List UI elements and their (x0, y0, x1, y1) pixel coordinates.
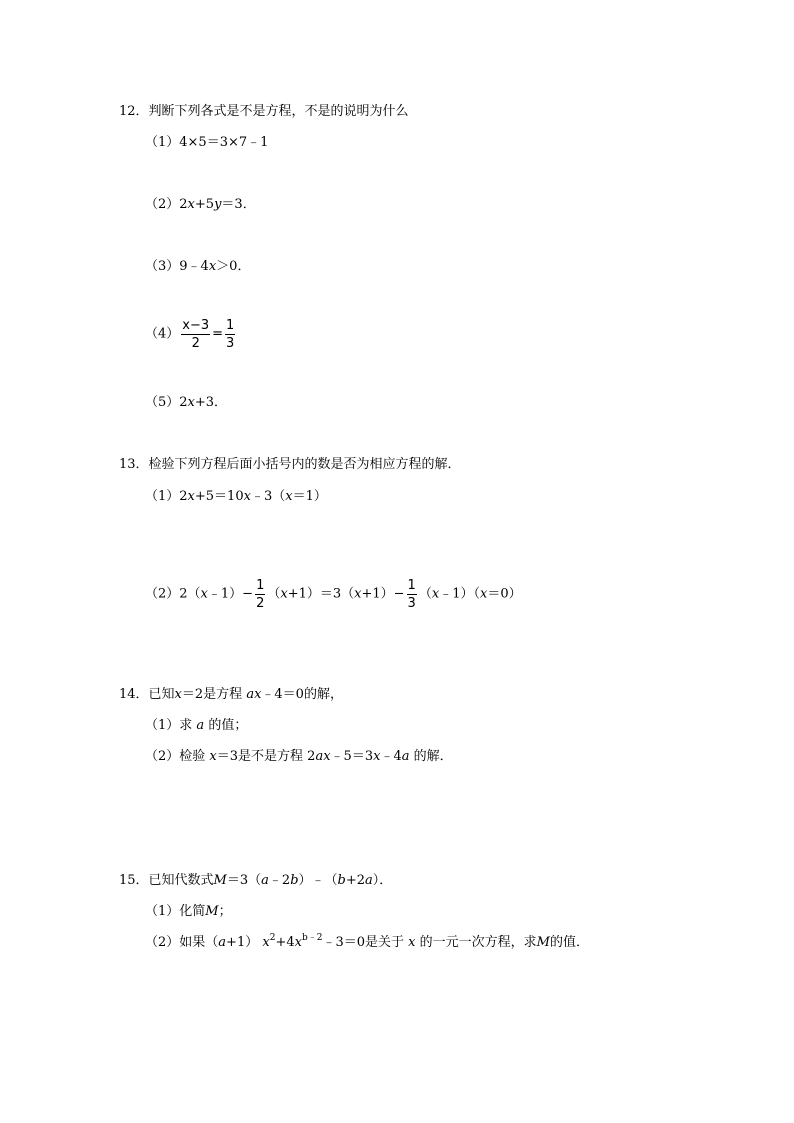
question-13-part-1: （1）2x+5＝10x﹣3（x＝1） (145, 489, 327, 504)
question-12-part-3: （3）9﹣4x＞0． (145, 259, 251, 274)
question-15-part-2: （2）如果（a+1） $x^2+4x^{b﹣2}﹣3=0$是关于 x 的一元一次方程，求M的值． (145, 933, 589, 950)
question-13-part-2: （2）2（x﹣1）− $\frac{1}{2}$ （x+1）＝3（x+1）− $\frac{1}{3}$ （x﹣1）（x＝0） (145, 578, 522, 611)
question-15-stem: 15．已知代数式M＝3（a﹣2b）﹣（b+2a）． (119, 873, 393, 888)
question-12-stem: 12．判断下列各式是不是方程，不是的说明为什么 (119, 104, 409, 119)
question-15-part-1: （1）化简M； (145, 904, 232, 919)
fraction-1-over-3: $\frac{1}{3}$ (226, 318, 235, 351)
question-14-stem: 14．已知x＝2是方程 ax﹣4＝0的解， (119, 687, 343, 702)
fraction-1-over-2: $\frac{1}{2}$ (256, 578, 265, 611)
question-12-part-5: （5）2x+3． (145, 395, 228, 410)
question-14-part-2: （2）检验 x＝3是不是方程 2ax﹣5＝3x﹣4a 的解． (145, 749, 453, 764)
question-14-part-1: （1）求 a 的值； (145, 718, 248, 733)
fraction-1-over-3: $\frac{1}{3}$ (407, 578, 416, 611)
question-13-stem: 13．检验下列方程后面小括号内的数是否为相应方程的解． (119, 457, 461, 472)
question-12-part-4: （4） $\frac{x-3}{2}$ = $\frac{1}{3}$ (145, 318, 235, 351)
question-12-part-1: （1）4×5＝3×7﹣1 (145, 135, 269, 150)
fraction-x-minus-3-over-2: $\frac{x-3}{2}$ (182, 318, 210, 351)
question-12-part-2: （2）2x+5y＝3． (145, 197, 256, 212)
